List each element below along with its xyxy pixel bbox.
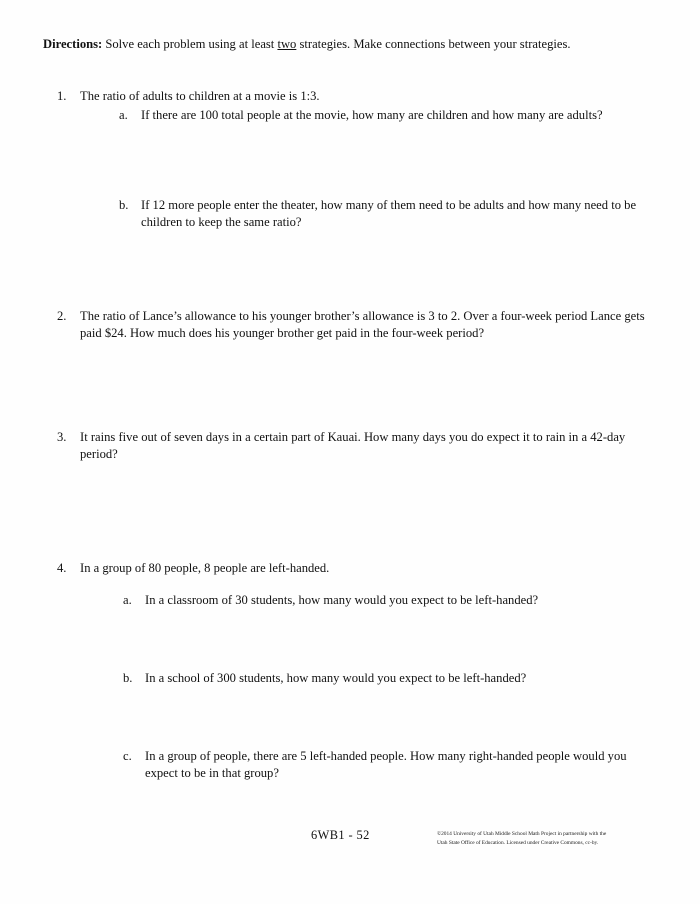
- problem-1-part-b-text: If 12 more people enter the theater, how many of them need to be adults and how many need to be children to keep the same ratio?: [141, 198, 637, 230]
- problem-4-marker: 4.: [57, 561, 67, 575]
- problem-1-part-a-marker: a.: [119, 108, 128, 123]
- problem-4-text: In a group of 80 people, 8 people are left-handed.: [80, 561, 330, 575]
- page-number: 6WB1 - 52: [311, 828, 370, 842]
- problem-2-marker: 2.: [57, 309, 67, 323]
- problem-3: [57, 429, 657, 464]
- work-space-4b: [57, 692, 647, 744]
- copyright-line-2: Utah State Office of Education. Licensed under Creative Commons, cc-by.: [437, 840, 599, 847]
- problem-4-part-a-block: [57, 592, 647, 609]
- work-space-1a: [57, 118, 647, 193]
- copyright-notice: [437, 830, 652, 848]
- directions-line: [43, 36, 643, 53]
- problem-4-part-a: [57, 592, 647, 609]
- problem-1-part-a-text: If there are 100 total people at the movie, how many are children and how many are adults?: [141, 108, 603, 123]
- problem-1-marker: 1.: [57, 89, 67, 103]
- problem-4-part-b-text: In a school of 300 students, how many would you expect to be left-handed?: [145, 671, 527, 685]
- problem-4-part-c: [57, 748, 647, 783]
- problem-1-part-b-marker: b.: [119, 198, 129, 212]
- problem-1-part-b-block: [57, 197, 647, 232]
- directions-text-after: strategies. Make connections between your strategies.: [296, 37, 571, 51]
- problem-4-part-b-block: [57, 670, 647, 687]
- copyright-line-1: ©2014 University of Utah Middle School Math Project in partnership with the: [437, 831, 607, 837]
- problem-4-part-b-marker: b.: [123, 671, 133, 685]
- problem-4-part-b: [57, 670, 647, 687]
- problem-1-text: The ratio of adults to children at a movie is 1:3.: [80, 89, 320, 103]
- work-space-3: [57, 473, 647, 555]
- work-space-2: [57, 352, 647, 422]
- problem-4: [57, 560, 657, 577]
- problem-3-text: It rains five out of seven days in a certain part of Kauai. How many days you do expect it to rain in a 42-day period?: [80, 430, 626, 462]
- problem-2: [57, 308, 652, 343]
- problem-1-part-b: [57, 197, 647, 232]
- problem-2-text: The ratio of Lance’s allowance to his younger brother’s allowance is 3 to 2. Over a four-week period Lance gets paid $24. How much does his younger brother get paid in the four-week period?: [80, 309, 645, 341]
- problem-4-part-a-marker: a.: [123, 593, 132, 607]
- problem-4-part-c-block: [57, 748, 647, 783]
- problem-2-stem: [57, 308, 652, 343]
- problem-4-part-c-text: In a group of people, there are 5 left-handed people. How many right-handed people would you expect to be in that group?: [145, 749, 627, 781]
- problem-4-stem: [57, 560, 657, 577]
- problem-4-part-a-text: In a classroom of 30 students, how many would you expect to be left-handed?: [145, 593, 539, 607]
- problem-1-stem: [57, 88, 657, 105]
- page-footer: [0, 826, 700, 856]
- directions-emphasis-two: two: [277, 37, 297, 51]
- problem-3-marker: 3.: [57, 430, 67, 444]
- directions-text-before: Solve each problem using at least: [102, 37, 278, 51]
- work-space-4a: [57, 614, 647, 666]
- problem-4-part-c-marker: c.: [123, 749, 132, 763]
- problem-3-stem: [57, 429, 657, 464]
- directions-label: Directions:: [43, 37, 103, 51]
